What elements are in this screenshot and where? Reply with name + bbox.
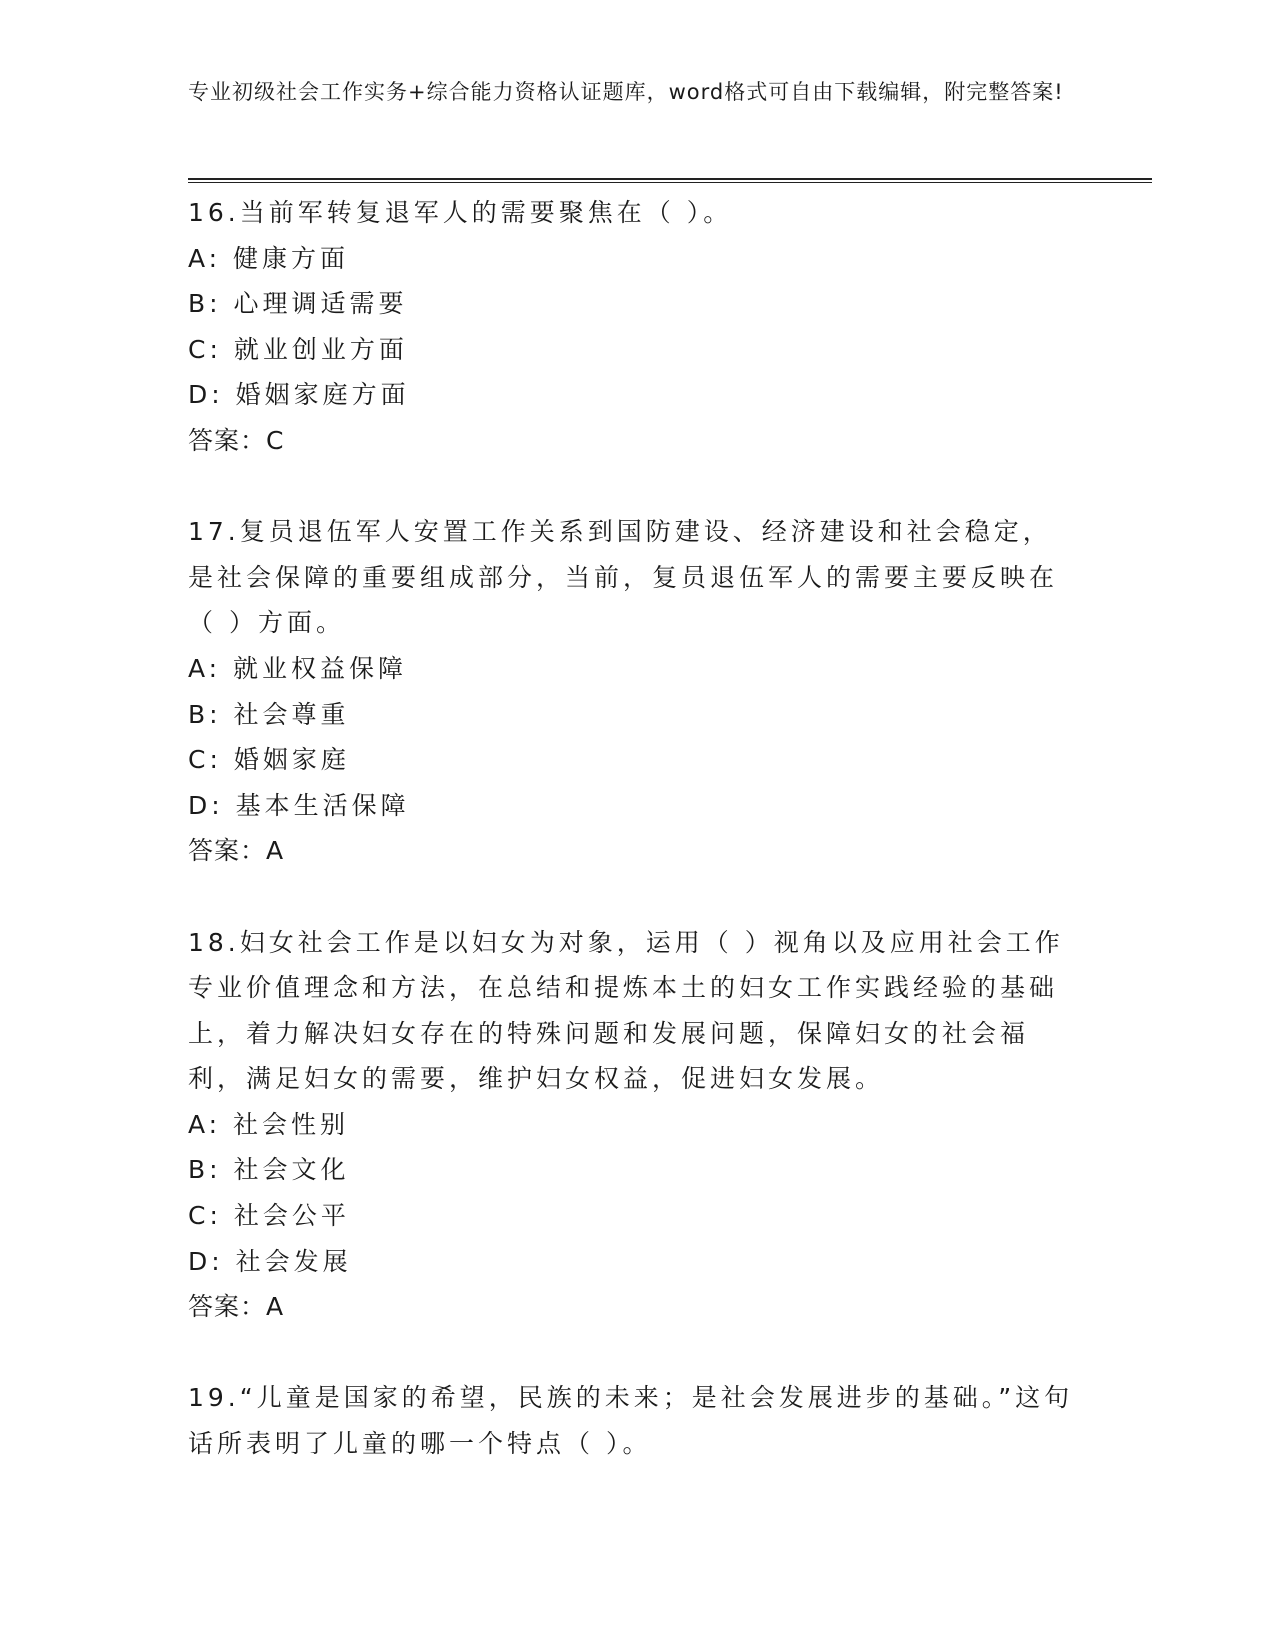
option-a: A: 就业权益保障 [188, 653, 408, 683]
header-divider-thin [188, 182, 1152, 183]
spacer [188, 874, 1078, 920]
option-d: D: 基本生活保障 [188, 790, 410, 820]
question-19 [188, 1375, 1078, 1466]
question-stem: 19.“儿童是国家的希望，民族的未来；是社会发展进步的基础。”这句话所表明了儿童的哪一个特点（ ）。 [188, 1383, 1074, 1459]
option-a: A: 健康方面 [188, 243, 350, 273]
question-stem: 17.复员退伍军人安置工作关系到国防建设、经济建设和社会稳定，是社会保障的重要组成部分，当前，复员退伍军人的需要主要反映在（ ）方面。 [188, 517, 1059, 638]
question-17 [188, 509, 1078, 874]
question-stem: 16.当前军转复退军人的需要聚焦在（ ）。 [188, 198, 733, 227]
question-16 [188, 190, 1078, 464]
option-b: B: 社会文化 [188, 1155, 350, 1185]
answer: 答案：A [188, 1292, 285, 1322]
spacer [188, 464, 1078, 510]
question-18 [188, 920, 1078, 1330]
question-list [188, 190, 1078, 1467]
option-d: D: 婚姻家庭方面 [188, 380, 410, 410]
option-d: D: 社会发展 [188, 1246, 352, 1276]
option-c: C: 社会公平 [188, 1201, 350, 1231]
option-c: C: 婚姻家庭 [188, 745, 350, 775]
option-c: C: 就业创业方面 [188, 334, 408, 364]
spacer [188, 1330, 1078, 1376]
option-a: A: 社会性别 [188, 1109, 350, 1139]
header-divider-thick [188, 178, 1152, 180]
answer: 答案：C [188, 425, 285, 455]
question-stem: 18.妇女社会工作是以妇女为对象，运用（ ）视角以及应用社会工作专业价值理念和方法，在总结和提炼本土的妇女工作实践经验的基础上，着力解决妇女存在的特殊问题和发展问题，保障妇女的社会福利，满足妇女的需要，维护妇女权益，促进妇女发展。 [188, 927, 1064, 1094]
answer: 答案：A [188, 836, 285, 866]
page-header: 专业初级社会工作实务+综合能力资格认证题库，word格式可自由下载编辑，附完整答案! [188, 80, 1064, 104]
option-b: B: 社会尊重 [188, 699, 350, 729]
option-b: B: 心理调适需要 [188, 289, 408, 319]
